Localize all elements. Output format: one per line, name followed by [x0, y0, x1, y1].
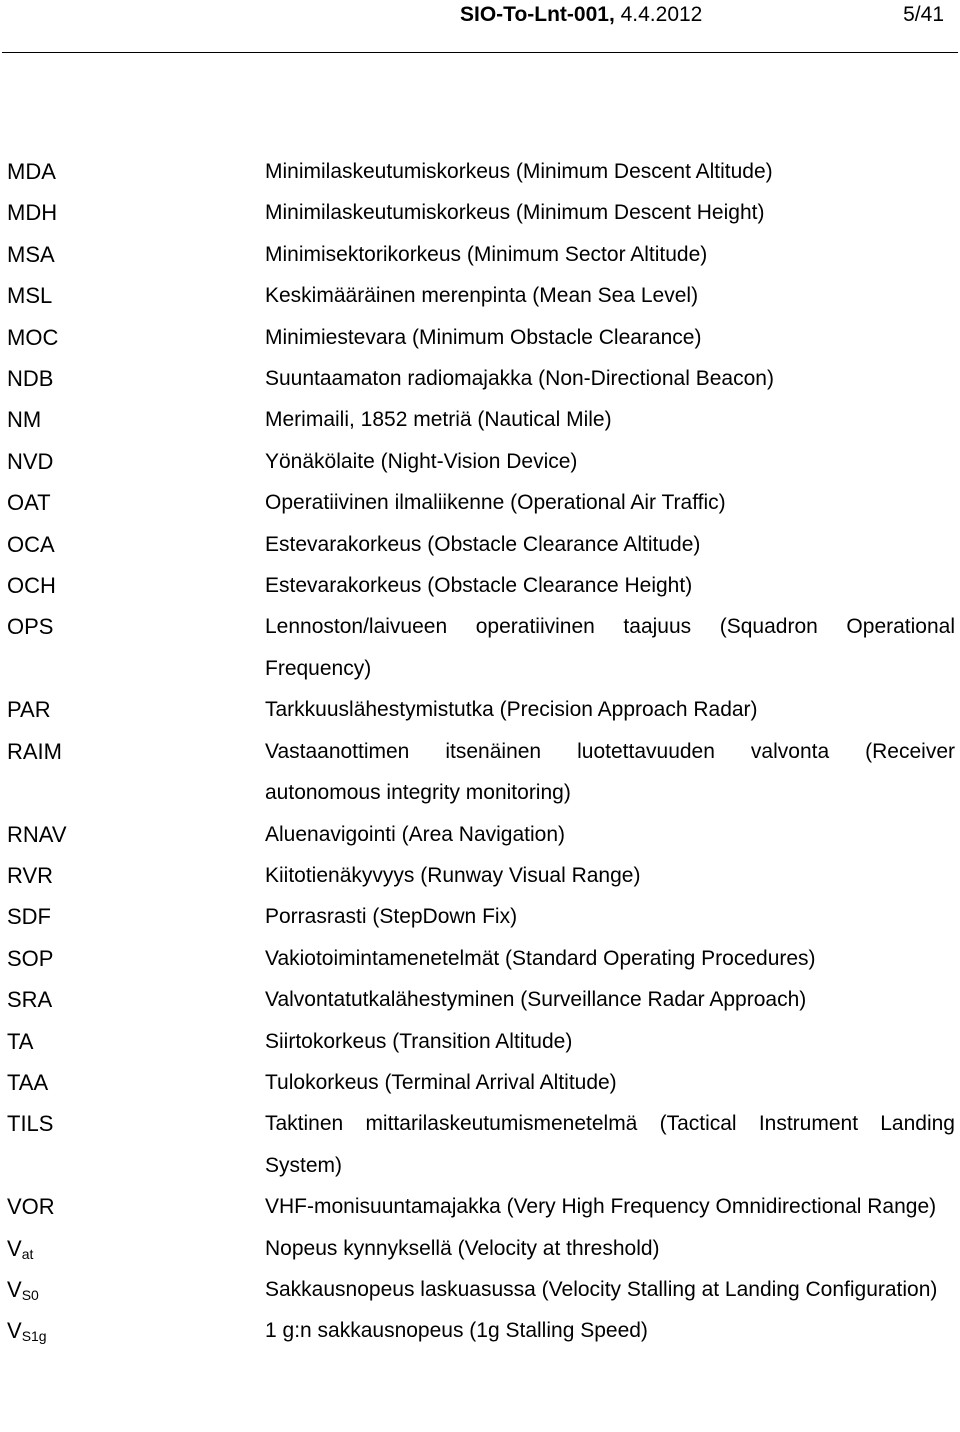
abbreviation-term-text: NDB	[7, 366, 54, 392]
abbreviation-definition: Tulokorkeus (Terminal Arrival Altitude)	[265, 1070, 617, 1094]
abbreviation-term-text: SRA	[7, 987, 53, 1013]
abbreviation-definition: Estevarakorkeus (Obstacle Clearance Altitude)	[265, 532, 701, 556]
page-number: 5/41	[903, 3, 944, 26]
abbreviation-row	[0, 1186, 960, 1227]
abbreviation-term-text: V	[7, 1318, 22, 1344]
abbreviation-term-text: TA	[7, 1028, 34, 1054]
abbreviation-term-text: NVD	[7, 448, 54, 474]
abbreviation-term	[0, 606, 265, 647]
abbreviation-term	[0, 731, 265, 772]
abbreviation-term	[0, 1021, 265, 1062]
document-date: 4.4.2012	[614, 3, 703, 26]
abbreviation-term-subscript: S1g	[21, 1328, 47, 1345]
abbreviation-term-text: MSL	[7, 283, 53, 309]
abbreviation-term-text: MDH	[7, 200, 58, 226]
abbreviation-row	[0, 1021, 960, 1062]
abbreviation-row	[0, 1310, 960, 1351]
abbreviation-term	[0, 938, 265, 979]
abbreviation-term-text: OPS	[7, 614, 54, 640]
abbreviation-definition: Tarkkuuslähestymistutka (Precision Approach Radar)	[265, 698, 758, 722]
abbreviation-row	[0, 896, 960, 937]
abbreviation-row	[0, 524, 960, 565]
abbreviation-term	[0, 399, 265, 440]
abbreviation-definition: Minimilaskeutumiskorkeus (Minimum Descent Altitude)	[265, 160, 773, 183]
abbreviation-term	[0, 275, 265, 316]
abbreviation-list	[0, 151, 960, 1352]
abbreviation-definition: Minimiestevara (Minimum Obstacle Clearance)	[265, 325, 702, 349]
abbreviation-definition: Sakkausnopeus laskuasussa (Velocity Stalling at Landing Configuration)	[265, 1277, 938, 1301]
abbreviation-term	[0, 1103, 265, 1144]
abbreviation-definition: Porrasrasti (StepDown Fix)	[265, 905, 518, 929]
abbreviation-term-text: OCH	[7, 573, 56, 599]
abbreviation-term-text: V	[7, 1276, 22, 1302]
abbreviation-term-text: TAA	[7, 1069, 49, 1095]
abbreviation-definition: Merimaili, 1852 metriä (Nautical Mile)	[265, 408, 612, 432]
abbreviation-term	[0, 482, 265, 523]
abbreviation-definition: Vastaanottimen itsenäinen luotettavuuden valvonta (Receiver autonomous integrity monitoring)	[265, 739, 955, 805]
abbreviation-term-text: TILS	[7, 1111, 54, 1137]
abbreviation-term-text: V	[7, 1235, 22, 1261]
abbreviation-definition: Valvontatutkalähestyminen (Surveillance Radar Approach)	[265, 988, 807, 1012]
abbreviation-definition: VHF-monisuuntamajakka (Very High Frequency Omnidirectional Range)	[265, 1195, 937, 1219]
abbreviation-row	[0, 1269, 960, 1310]
abbreviation-term	[0, 855, 265, 896]
abbreviation-term	[0, 151, 265, 192]
abbreviation-term	[0, 1062, 265, 1103]
abbreviation-term	[0, 524, 265, 565]
abbreviation-term	[0, 565, 265, 606]
abbreviation-definition: Suuntaamaton radiomajakka (Non-Directional Beacon)	[265, 367, 774, 391]
abbreviation-definition: Lennoston/laivueen operatiivinen taajuus (Squadron Operational Frequency)	[265, 615, 955, 680]
abbreviation-term-text: MOC	[7, 324, 59, 350]
abbreviation-definition: Minimisektorikorkeus (Minimum Sector Altitude)	[265, 242, 708, 266]
abbreviation-row	[0, 358, 960, 399]
abbreviation-row	[0, 606, 960, 689]
abbreviation-row	[0, 1228, 960, 1269]
abbreviation-term-text: MSA	[7, 241, 55, 267]
abbreviation-row	[0, 234, 960, 275]
abbreviation-term-text: MDA	[7, 159, 56, 184]
abbreviation-term	[0, 896, 265, 937]
abbreviation-row	[0, 151, 960, 192]
abbreviation-term	[0, 1186, 265, 1227]
abbreviation-term-subscript: S0	[21, 1286, 39, 1303]
abbreviation-term-text: SDF	[7, 904, 51, 930]
abbreviation-definition: Yönäkölaite (Night-Vision Device)	[265, 449, 578, 473]
abbreviation-term	[0, 814, 265, 855]
abbreviation-definition: Taktinen mittarilaskeutumismenetelmä (Tactical Instrument Landing System)	[265, 1112, 955, 1177]
abbreviation-term-text: VOR	[7, 1194, 55, 1220]
abbreviation-row	[0, 689, 960, 730]
abbreviation-term-text: NM	[7, 407, 42, 433]
abbreviation-row	[0, 441, 960, 482]
abbreviation-row	[0, 482, 960, 523]
abbreviation-term	[0, 1310, 265, 1351]
abbreviation-row	[0, 731, 960, 814]
abbreviation-row	[0, 1103, 960, 1186]
abbreviation-term-subscript: at	[21, 1245, 34, 1262]
abbreviation-row	[0, 317, 960, 358]
abbreviation-term-text: OAT	[7, 490, 51, 516]
abbreviation-term-text: PAR	[7, 697, 51, 723]
abbreviation-definition: Operatiivinen ilmaliikenne (Operational Air Traffic)	[265, 491, 726, 515]
header-divider	[2, 52, 958, 53]
abbreviation-definition: Aluenavigointi (Area Navigation)	[265, 822, 565, 846]
abbreviation-term	[0, 441, 265, 482]
abbreviation-definition: Minimilaskeutumiskorkeus (Minimum Descent Height)	[265, 201, 765, 225]
abbreviation-definition: Kiitotienäkyvyys (Runway Visual Range)	[265, 863, 641, 887]
abbreviation-term-text: RNAV	[7, 821, 67, 847]
abbreviation-definition: Siirtokorkeus (Transition Altitude)	[265, 1029, 573, 1053]
abbreviation-row	[0, 855, 960, 896]
abbreviation-term	[0, 358, 265, 399]
abbreviation-term-text: SOP	[7, 945, 54, 971]
abbreviation-row	[0, 1062, 960, 1103]
abbreviation-term-text: RVR	[7, 862, 54, 888]
abbreviation-term	[0, 1269, 265, 1310]
document-reference	[460, 3, 702, 27]
abbreviation-row	[0, 938, 960, 979]
abbreviation-term	[0, 979, 265, 1020]
abbreviation-definition: Estevarakorkeus (Obstacle Clearance Height)	[265, 574, 693, 598]
abbreviation-term	[0, 1228, 265, 1269]
abbreviation-row	[0, 192, 960, 233]
abbreviation-row	[0, 399, 960, 440]
abbreviation-term	[0, 192, 265, 233]
abbreviation-term-text: RAIM	[7, 738, 62, 764]
abbreviation-term-text: OCA	[7, 531, 55, 557]
document-id: SIO-To-Lnt-001,	[460, 3, 615, 26]
abbreviation-term	[0, 689, 265, 730]
abbreviation-term	[0, 317, 265, 358]
abbreviation-definition: Keskimääräinen merenpinta (Mean Sea Level)	[265, 284, 699, 308]
page-header	[0, 0, 960, 56]
abbreviation-row	[0, 814, 960, 855]
abbreviation-definition: Vakiotoimintamenetelmät (Standard Operating Procedures)	[265, 946, 816, 970]
abbreviation-definition: Nopeus kynnyksellä (Velocity at threshold)	[265, 1236, 660, 1260]
abbreviation-term	[0, 234, 265, 275]
abbreviation-row	[0, 979, 960, 1020]
abbreviation-definition: 1 g:n sakkausnopeus (1g Stalling Speed)	[265, 1319, 648, 1343]
abbreviation-row	[0, 565, 960, 606]
abbreviation-row	[0, 275, 960, 316]
